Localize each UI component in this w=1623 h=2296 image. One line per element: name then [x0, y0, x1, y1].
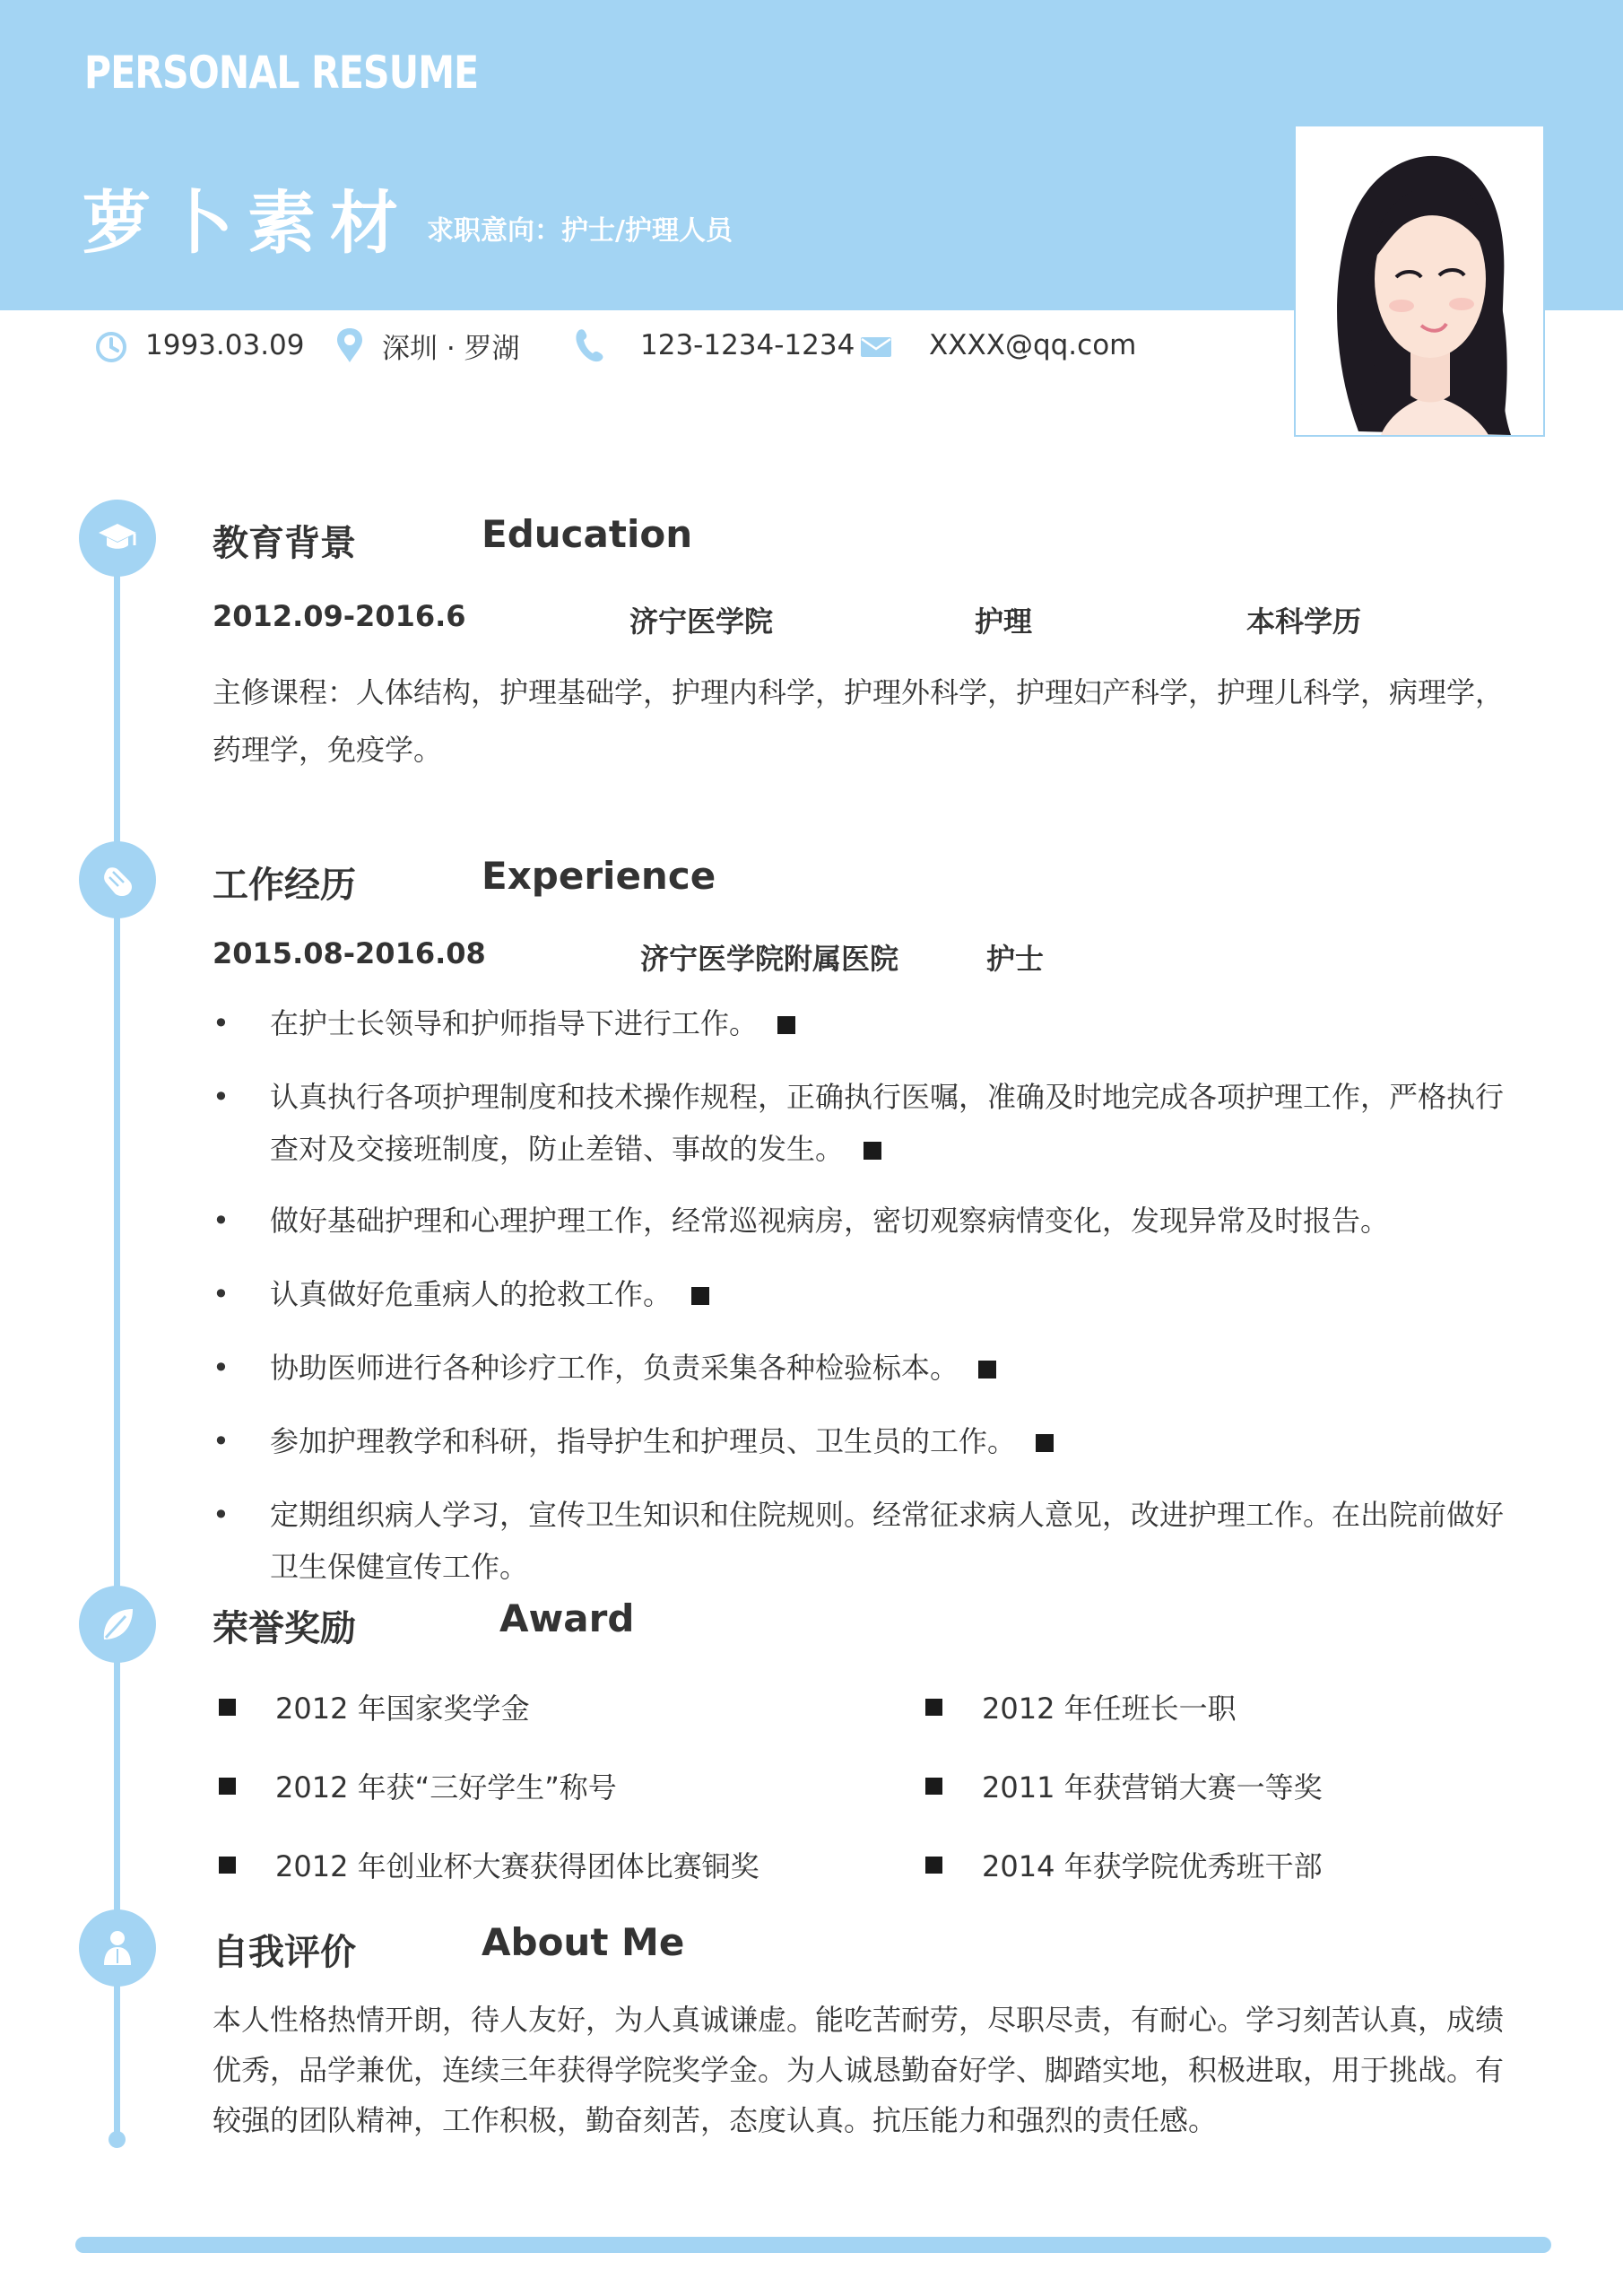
square-marker — [777, 1016, 795, 1034]
award-item — [925, 1765, 1323, 1806]
clock-icon — [93, 327, 129, 363]
timeline-line — [114, 502, 120, 2136]
duty-item: • 定期组织病人学习，宣传卫生知识和住院规则。经常征求病人意见，改进护理工作。在出院前做好卫生保健宣传工作。 — [213, 1489, 1531, 1593]
footer-bar — [75, 2237, 1551, 2253]
award-text: 2012 年国家奖学金 — [275, 1692, 530, 1726]
square-marker — [978, 1361, 996, 1378]
section-title-experience-en: Experience — [482, 854, 716, 898]
section-title-about-cn: 自我评价 — [213, 1932, 356, 1973]
duty-text: 在护士长领导和护师指导下进行工作。 — [270, 1006, 759, 1040]
education-period: 2012.09-2016.6 — [213, 599, 466, 633]
section-title-education-cn: 教育背景 — [213, 523, 356, 564]
leaf-icon — [79, 1586, 156, 1663]
experience-period: 2015.08-2016.08 — [213, 936, 486, 970]
avatar-illustration — [1296, 126, 1543, 435]
graduation-cap-icon — [79, 500, 156, 577]
award-text: 2014 年获学院优秀班干部 — [982, 1849, 1323, 1883]
duty-text: 认真执行各项护理制度和技术操作规程，正确执行医嘱，准确及时地完成各项护理工作，严格执行查对及交接班制度，防止差错、事故的发生。 — [270, 1080, 1505, 1166]
location-pin-icon — [334, 326, 366, 364]
mail-icon — [859, 332, 893, 359]
square-bullet — [219, 1857, 236, 1874]
job-intent: 求职意向：护士/护理人员 — [427, 215, 733, 247]
duty-item: • 认真执行各项护理制度和技术操作规程，正确执行医嘱，准确及时地完成各项护理工作，严格执行查对及交接班制度，防止差错、事故的发生。 — [213, 1080, 1505, 1166]
square-marker — [864, 1142, 881, 1160]
hand-icon — [79, 841, 156, 918]
square-bullet — [925, 1699, 942, 1716]
contact-location — [334, 323, 520, 368]
education-major: 护理 — [975, 604, 1033, 639]
location-text: 深圳 · 罗湖 — [382, 332, 520, 365]
email-text: XXXX@qq.com — [929, 329, 1137, 361]
about-text: 本人性格热情开朗，待人友好，为人真诚谦虚。能吃苦耐劳，尽职尽责，有耐心。学习刻苦认真，成绩优秀，品学兼优，连续三年获得学院奖学金。为人诚恳勤奋好学、脚踏实地，积极进取，用于挑战。有较强的团队精神，工作积极，勤奋刻苦，态度认真。抗压能力和强烈的责任感。 — [213, 2003, 1505, 2137]
award-item — [925, 1686, 1237, 1727]
duty-text: 做好基础护理和心理护理工作，经常巡视病房，密切观察病情变化，发现异常及时报告。 — [270, 1204, 1390, 1238]
square-bullet — [925, 1857, 942, 1874]
award-text: 2012 年任班长一职 — [982, 1692, 1237, 1726]
education-degree: 本科学历 — [1246, 604, 1362, 639]
duty-item: • 认真做好危重病人的抢救工作。 — [213, 1268, 1531, 1320]
square-bullet — [219, 1699, 236, 1716]
education-courses: 主修课程：人体结构，护理基础学，护理内科学，护理外科学，护理妇产科学，护理儿科学，病理学，药理学，免疫学。 — [213, 675, 1505, 767]
section-title-about-en: About Me — [482, 1920, 685, 1964]
award-text: 2012 年获“三好学生”称号 — [275, 1770, 617, 1805]
section-title-award-cn: 荣誉奖励 — [213, 1608, 356, 1649]
birthdate-text: 1993.03.09 — [145, 329, 305, 361]
duty-item: • 做好基础护理和心理护理工作，经常巡视病房，密切观察病情变化，发现异常及时报告。 — [213, 1195, 1531, 1247]
duty-item: • 协助医师进行各种诊疗工作，负责采集各种检验标本。 — [213, 1342, 1531, 1394]
square-bullet — [925, 1778, 942, 1795]
person-icon — [79, 1909, 156, 1987]
contact-birthdate — [93, 323, 305, 368]
duty-item: • 在护士长领导和护师指导下进行工作。 — [213, 997, 1531, 1049]
duty-text: 协助医师进行各种诊疗工作，负责采集各种检验标本。 — [270, 1351, 959, 1385]
section-title-experience-cn: 工作经历 — [213, 865, 356, 906]
award-item — [219, 1765, 617, 1806]
timeline-end-dot — [108, 2131, 126, 2148]
experience-position: 护士 — [986, 942, 1045, 976]
square-marker — [1036, 1434, 1054, 1452]
duty-item: • 参加护理教学和科研，指导护生和护理员、卫生员的工作。 — [213, 1415, 1531, 1467]
contact-email — [859, 323, 1136, 368]
square-marker — [691, 1287, 709, 1305]
profile-photo — [1294, 125, 1545, 437]
phone-text: 123-1234-1234 — [640, 329, 855, 361]
duty-text: 定期组织病人学习，宣传卫生知识和住院规则。经常征求病人意见，改进护理工作。在出院前做好卫生保健宣传工作。 — [270, 1498, 1505, 1584]
section-title-award-en: Award — [499, 1596, 635, 1640]
education-school: 济宁医学院 — [629, 604, 774, 639]
award-text: 2012 年创业杯大赛获得团体比赛铜奖 — [275, 1849, 759, 1883]
candidate-name: 萝卜素材 — [82, 183, 412, 263]
award-text: 2011 年获营销大赛一等奖 — [982, 1770, 1323, 1805]
document-title: PERSONAL RESUME — [84, 47, 479, 99]
square-bullet — [219, 1778, 236, 1795]
award-item — [925, 1844, 1323, 1885]
duty-text: 认真做好危重病人的抢救工作。 — [270, 1277, 673, 1311]
award-item — [219, 1686, 530, 1727]
award-item — [219, 1844, 759, 1885]
phone-icon — [572, 326, 606, 364]
duty-text: 参加护理教学和科研，指导护生和护理员、卫生员的工作。 — [270, 1424, 1017, 1458]
experience-employer: 济宁医学院附属医院 — [640, 942, 899, 976]
contact-phone — [572, 323, 855, 368]
section-title-education-en: Education — [482, 512, 693, 556]
